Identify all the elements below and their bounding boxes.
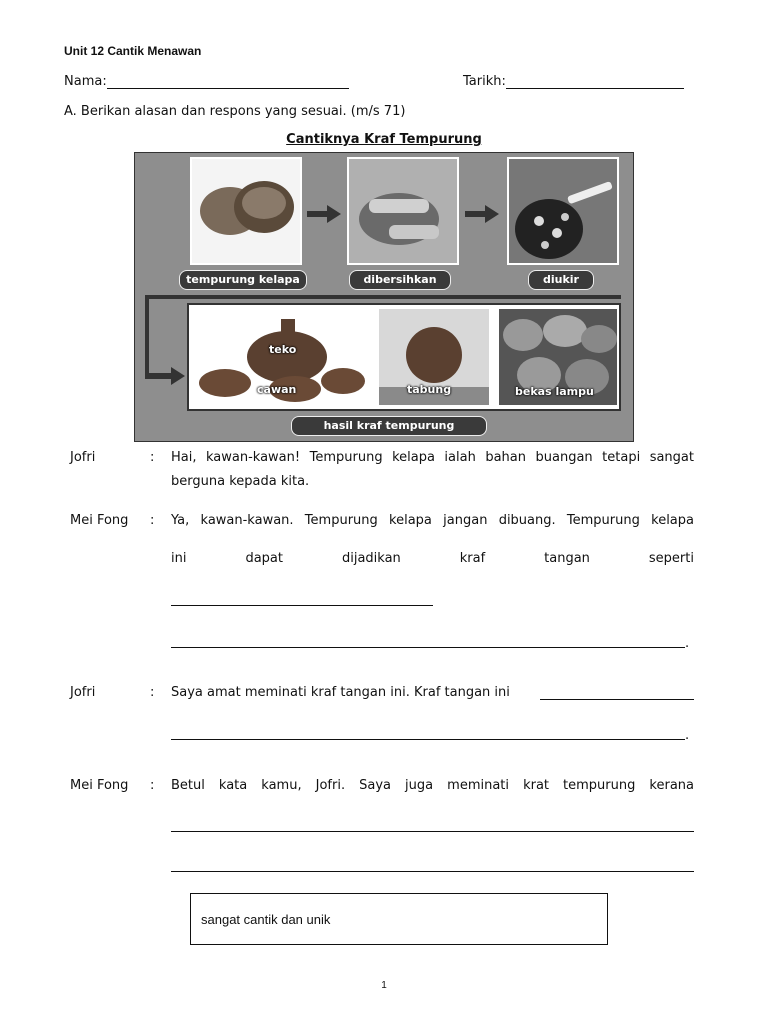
- carving-photo: [507, 157, 619, 265]
- arrow-shaft-2: [465, 211, 487, 217]
- cleaning-photo: [347, 157, 459, 265]
- product-label: bekas lampu: [515, 385, 594, 398]
- date-label: Tarikh:: [463, 74, 506, 89]
- step-label: dibersihkan: [349, 270, 451, 290]
- colon: :: [150, 513, 155, 528]
- instruction: A. Berikan alasan dan respons yang sesuai. (m/s 71): [64, 104, 406, 119]
- step-label: tempurung kelapa: [179, 270, 307, 290]
- dialogue-line: ini dapat dijadikan kraf tangan seperti: [171, 551, 694, 566]
- arrow-shaft-1: [307, 211, 329, 217]
- name-label: Nama:: [64, 74, 107, 89]
- dialogue-line: Saya amat meminati kraf tangan ini. Kraf tangan ini: [171, 685, 510, 700]
- colon: :: [150, 450, 155, 465]
- speaker-name: Mei Fong: [70, 778, 129, 793]
- coconut-shell-photo: [190, 157, 302, 265]
- answer-blank[interactable]: [540, 698, 694, 700]
- colon: :: [150, 778, 155, 793]
- product-label: teko: [269, 343, 297, 356]
- speaker-name: Jofri: [70, 450, 96, 465]
- dialogue-line: Betul kata kamu, Jofri. Saya juga meminati krat tempurung kerana: [171, 778, 694, 793]
- carving-icon: [509, 159, 617, 263]
- answer-blank[interactable]: [171, 870, 694, 872]
- connector-line: [145, 295, 149, 377]
- dialogue-line: Hai, kawan-kawan! Tempurung kelapa ialah bahan buangan tetapi sangat: [171, 450, 694, 465]
- name-field: [64, 74, 349, 89]
- figure-footer-label: hasil kraf tempurung: [291, 416, 487, 436]
- date-blank[interactable]: [506, 74, 684, 89]
- speaker-name: Jofri: [70, 685, 96, 700]
- product-label: tabung: [407, 383, 452, 396]
- period: .: [685, 636, 690, 651]
- period: .: [685, 728, 690, 743]
- page-number: 1: [381, 980, 387, 991]
- step-label: diukir: [528, 270, 594, 290]
- arrow-right-icon: [171, 367, 185, 385]
- craft-figure: [134, 152, 634, 442]
- product-label: cawan: [257, 383, 297, 396]
- dialogue-line: berguna kepada kita.: [171, 474, 310, 489]
- arrow-right-icon: [485, 205, 499, 223]
- answer-blank[interactable]: [171, 604, 433, 606]
- unit-title: Unit 12 Cantik Menawan: [64, 44, 202, 58]
- dialogue-line: Ya, kawan-kawan. Tempurung kelapa jangan dibuang. Tempurung kelapa: [171, 513, 694, 528]
- arrow-shaft-3: [145, 373, 171, 379]
- colon: :: [150, 685, 155, 700]
- date-field: [463, 74, 684, 89]
- hands-cleaning-icon: [349, 159, 457, 263]
- coconut-shell-icon: [192, 159, 300, 263]
- speaker-name: Mei Fong: [70, 513, 129, 528]
- figure-title: Cantiknya Kraf Tempurung: [286, 132, 482, 147]
- name-blank[interactable]: [107, 74, 349, 89]
- answer-box: [190, 893, 608, 945]
- answer-box-text: sangat cantik dan unik: [201, 912, 331, 927]
- connector-line: [145, 295, 621, 299]
- answer-blank[interactable]: [171, 646, 685, 648]
- arrow-right-icon: [327, 205, 341, 223]
- answer-blank[interactable]: [171, 738, 685, 740]
- answer-blank[interactable]: [171, 830, 694, 832]
